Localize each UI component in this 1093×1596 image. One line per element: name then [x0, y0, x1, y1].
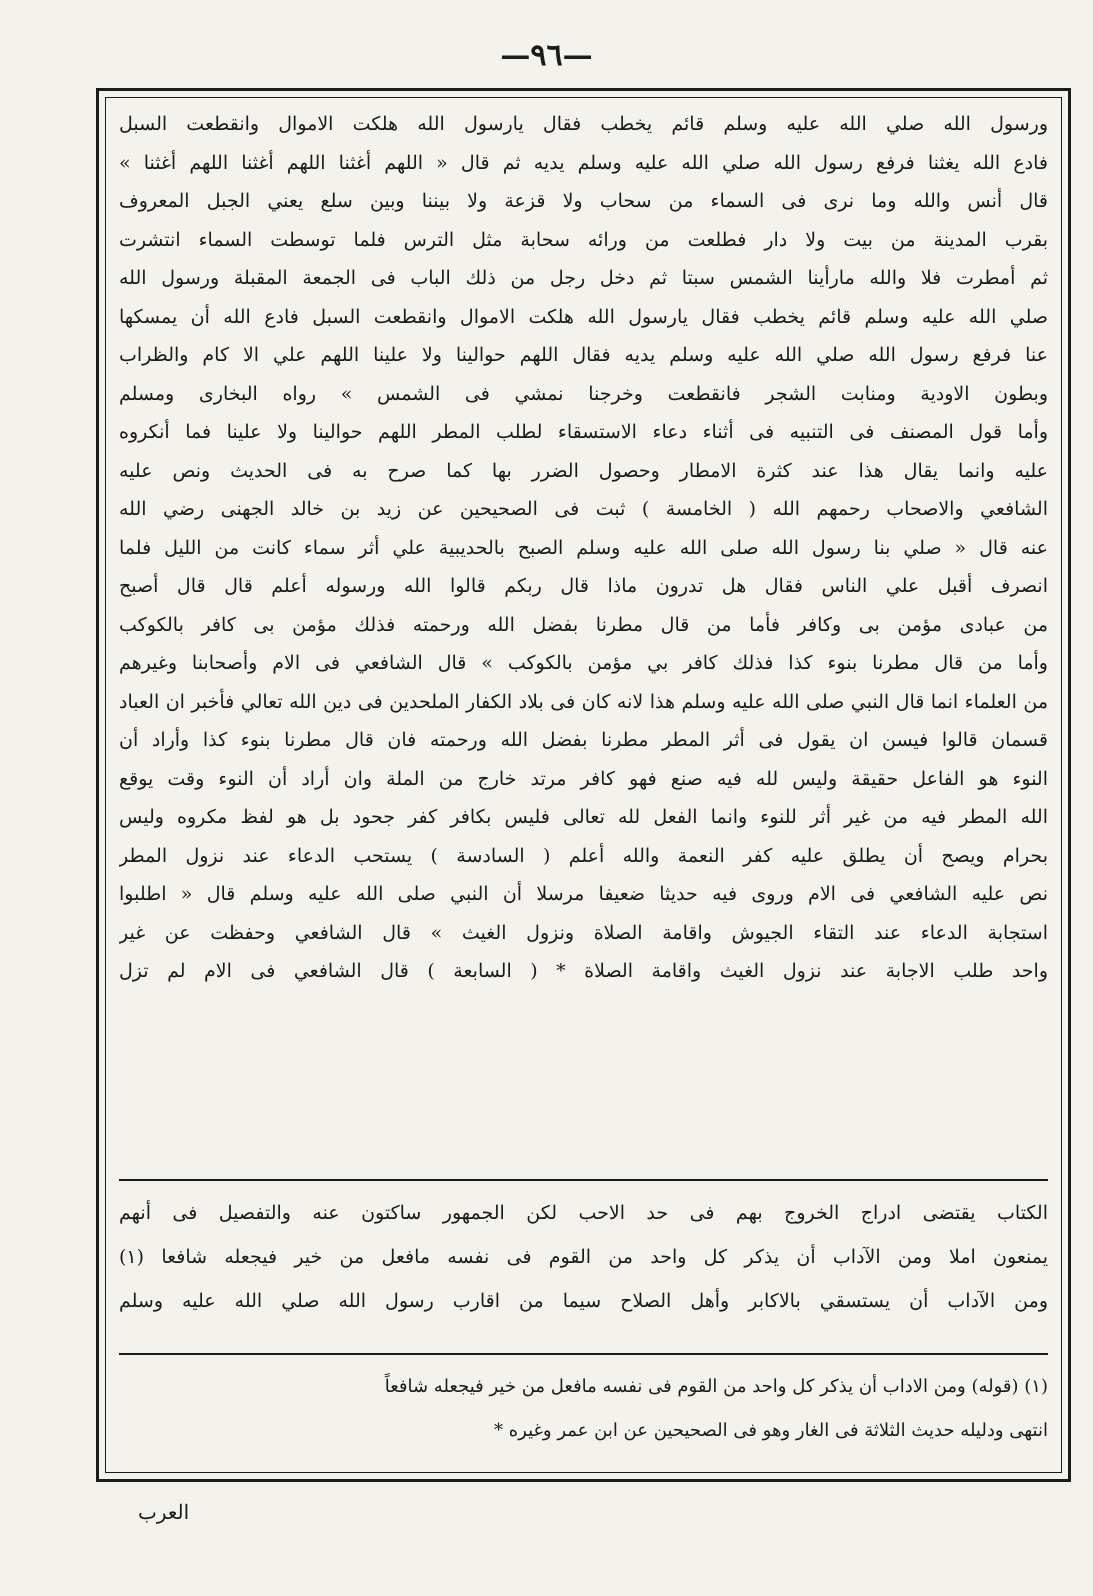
main-text-line: صلي الله عليه وسلم قائم يخطب فقال يارسول الله هلكت الاموال وانقطعت السبل فادع الله أن يمسكها: [119, 305, 1048, 328]
main-text-line: عنا فرفع رسول الله صلي الله عليه وسلم يديه فقال اللهم حوالينا ولا علينا اللهم علي الا كام والظراب: [119, 344, 1048, 366]
main-text-line: عليه وانما يقال هذا عند كثرة الامطار وحصول الضرر بها كما صرح به فى الحديث ونص عليه: [119, 459, 1048, 482]
footnote-line: (١) (قوله) ومن الاداب أن يذكر كل واحد من القوم فى نفسه مافعل من خير فيجعله شافعاً: [384, 1376, 1048, 1397]
margin-commentary-line: يمنعون املا ومن الآداب أن يذكر كل واحد من القوم فى نفسه مافعل من خير فيجعله شافعا (١): [119, 1246, 1048, 1268]
main-text-line: انصرف أقبل علي الناس فقال هل تدرون ماذا قال ربكم قالوا الله ورسوله أعلم قال قال أصبح: [119, 575, 1048, 597]
main-text-block: [119, 105, 1048, 991]
main-text-line: بقرب المدينة من بيت ولا دار فطلعت من ورائه سحابة مثل الترس فلما توسطت السماء انتشرت: [119, 228, 1048, 251]
page-number: —٩٦—: [500, 38, 593, 73]
main-text-line: واحد طلب الاجابة عند نزول الغيث واقامة الصلاة * ( السابعة ) قال الشافعي فى الام لم تزل: [119, 960, 1048, 982]
main-text-line: الله المطر فيه من غير أثر للنوء وانما الفعل لله تعالى فليس بكافر كفر جحود بل هو لفظ مكروه وليس: [119, 806, 1048, 828]
main-text-line: فادع الله يغثنا فرفع رسول الله صلي الله عليه وسلم يديه ثم قال « اللهم أغثنا اللهم أغثنا اللهم أغثنا »: [119, 151, 1048, 174]
main-text-line: وأما من قال مطرنا بنوء كذا فذلك كافر بي مؤمن بالكوكب » قال الشافعي فى الام وأصحابنا وغيرهم: [119, 652, 1048, 674]
margin-commentary-line: الكتاب يقتضى ادراج الخروج بهم فى حد الاحب لكن الجمهور ساكتون عنه والتفصيل فى أنهم: [119, 1202, 1048, 1224]
main-text-line: ورسول الله صلي الله عليه وسلم قائم يخطب فقال يارسول الله هلكت الاموال وانقطعت السبل: [119, 113, 1048, 135]
main-text-line: من العلماء انما قال النبي صلى الله عليه وسلم هذا لانه كان فى بلاد الكفار الملحدين فى دين الله تعالي فأخبر ان العباد: [119, 690, 1048, 713]
main-text-line: بحرام ويصح أن يطلق عليه كفر النعمة والله أعلم ( السادسة ) يستحب الدعاء عند نزول المطر: [119, 844, 1048, 867]
main-text-line: ثم أمطرت فلا والله مارأينا الشمس سبتا ثم دخل رجل من ذلك الباب فى الجمعة المقبلة ورسول الله: [119, 267, 1048, 289]
main-text-line: عنه قال « صلي بنا رسول الله صلى الله عليه وسلم الصبح بالحديبية علي أثر سماء كانت من الليل فلما: [119, 536, 1048, 559]
main-text-line: الشافعي والاصحاب رحمهم الله ( الخامسة ) ثبت فى الصحيحين عن زيد بن خالد الجهنى رضي الله: [119, 498, 1048, 520]
margin-commentary-line: ومن الآداب أن يستسقي بالاكابر وأهل الصلاح سيما من اقارب رسول الله صلي الله عليه وسلم: [119, 1290, 1048, 1312]
main-text-line: وأما قول المصنف فى التنبيه فى أثناء دعاء الاستسقاء لطلب المطر اللهم حوالينا ولا علينا فما أنكروه: [119, 421, 1048, 443]
main-text-line: نص عليه الشافعي فى الام وروى فيه حديثا ضعيفا مرسلا أن النبي صلى الله عليه وسلم قال « اطلبوا: [119, 883, 1048, 905]
footnote-line: انتهى ودليله حديث الثلاثة فى الغار وهو فى الصحيحين عن ابن عمر وغيره *: [493, 1420, 1048, 1441]
page-frame: [96, 88, 1071, 1482]
signature-mark: العرب: [138, 1500, 190, 1524]
main-text-line: النوء هو الفاعل حقيقة وليس لله فيه صنع فهو كافر مرتد خارج من الملة وان أراد أن النوء وقت يوقع: [119, 767, 1048, 790]
main-text-line: وبطون الاودية ومنابت الشجر فانقطعت وخرجنا نمشي فى الشمس » رواه البخارى ومسلم: [119, 382, 1048, 405]
section-divider: [119, 1179, 1048, 1181]
main-text-line: قال أنس والله وما نرى فى السماء من سحاب ولا قزعة ولا بيننا وبين سلع يعني الجبل المعروف: [119, 190, 1048, 212]
main-text-line: استجابة الدعاء عند التقاء الجيوش واقامة الصلاة ونزول الغيث » قال الشافعي وحفظت عن غير: [119, 921, 1048, 944]
main-text-line: من عبادى مؤمن بى وكافر فأما من قال مطرنا بفضل الله ورحمته فذلك مؤمن بى كافر بالكوكب: [119, 613, 1048, 636]
margin-commentary-block: [119, 1191, 1048, 1323]
main-text-line: قسمان قالوا فيسن ان يقول فى أثر المطر مطرنا بفضل الله ورحمته فان قال مطرنا بنوء كذا وأراد أن: [119, 729, 1048, 751]
footnote-divider: [119, 1353, 1048, 1355]
footnote-block: [119, 1365, 1048, 1453]
